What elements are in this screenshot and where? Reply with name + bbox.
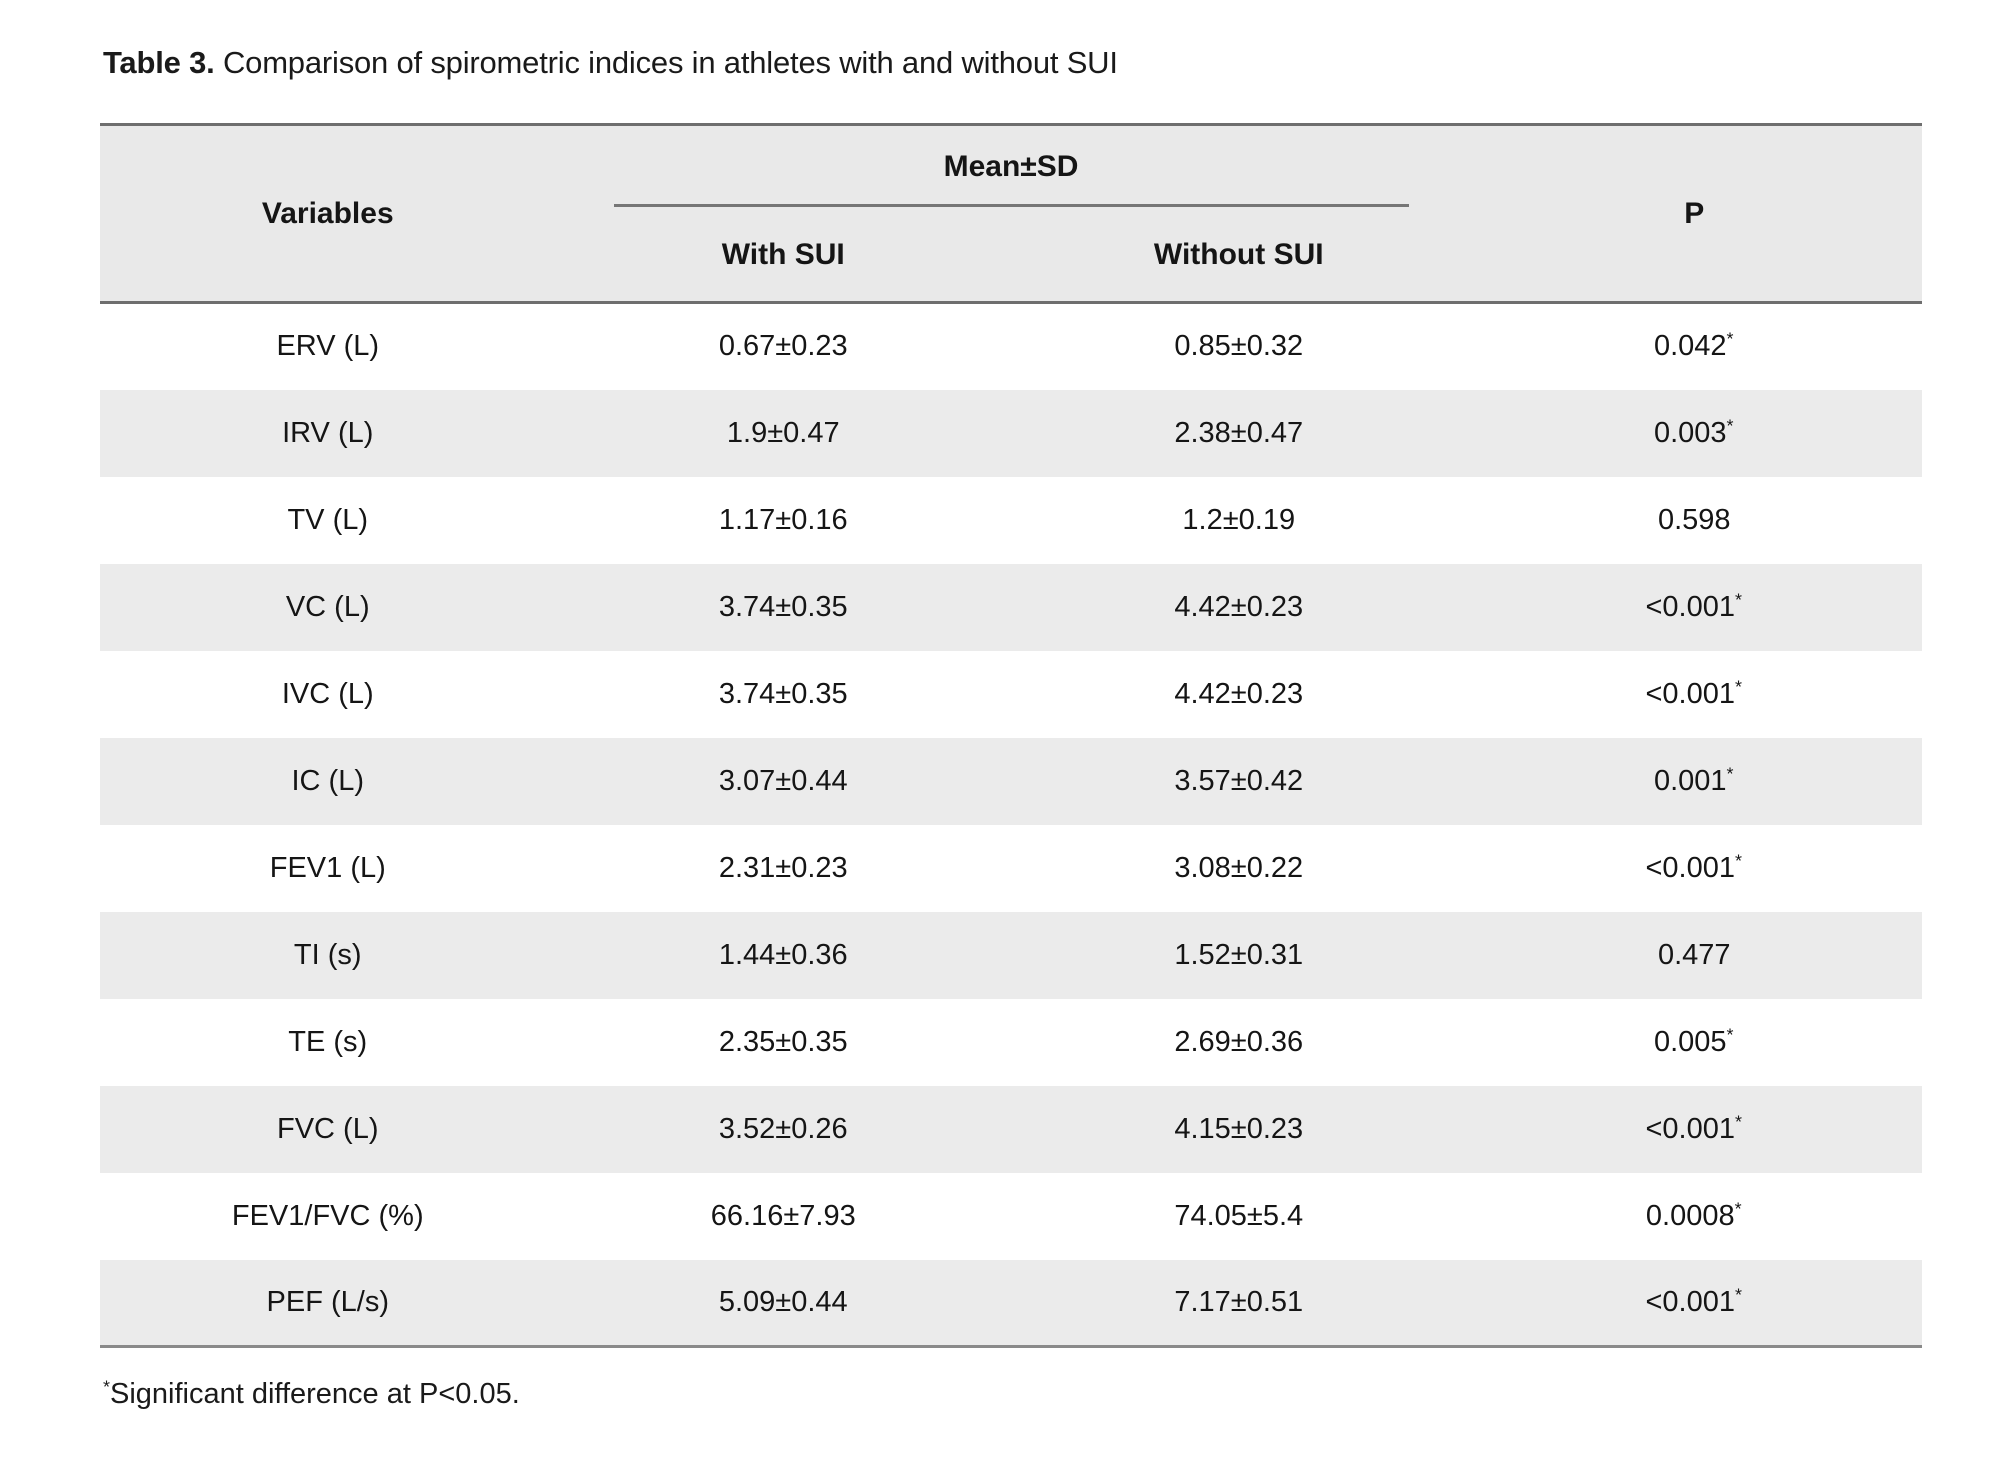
footnote-text: Significant difference at P<0.05. [110, 1378, 520, 1410]
significance-star: * [1735, 588, 1743, 609]
cell-with-sui: 3.74±0.35 [718, 677, 848, 710]
cell-variable: FEV1 (L) [269, 851, 386, 884]
table-footnote [103, 1378, 520, 1411]
cell-p-value [1467, 912, 1923, 999]
cell-without-sui: 4.15±0.23 [1174, 1112, 1304, 1145]
cell-variable: VC (L) [285, 590, 370, 623]
cell-variable: ERV (L) [276, 330, 380, 363]
cell-without-sui: 7.17±0.51 [1174, 1285, 1304, 1318]
cell-p-value [1467, 651, 1923, 738]
table-row [100, 912, 1922, 999]
table-row [100, 303, 1922, 390]
header-with-sui: With SUI [721, 237, 845, 271]
significance-star: * [1726, 328, 1735, 349]
significance-star: * [1726, 414, 1735, 435]
p-value-text: 0.477 [1657, 938, 1731, 971]
significance-star: * [1726, 1023, 1735, 1044]
table-row [100, 1173, 1922, 1260]
cell-with-sui: 1.44±0.36 [718, 938, 848, 971]
cell-with-sui: 2.35±0.35 [718, 1025, 848, 1058]
cell-p-value [1467, 1086, 1923, 1173]
p-value-text: 0.003 [1653, 416, 1727, 449]
cell-variable: FEV1/FVC (%) [231, 1199, 424, 1232]
p-value-text: 0.042 [1653, 330, 1727, 363]
table-body [100, 303, 1922, 1347]
header-variables: Variables [261, 196, 394, 230]
cell-with-sui: 3.52±0.26 [718, 1112, 848, 1145]
cell-variable: IVC (L) [281, 677, 374, 710]
cell-p-value [1467, 477, 1923, 564]
table-row [100, 999, 1922, 1086]
cell-variable: TI (s) [293, 938, 362, 971]
cell-with-sui: 3.74±0.35 [718, 590, 848, 623]
header-without-sui: Without SUI [1153, 237, 1324, 271]
cell-without-sui: 2.69±0.36 [1174, 1025, 1304, 1058]
cell-without-sui: 74.05±5.4 [1174, 1199, 1304, 1232]
cell-without-sui: 3.08±0.22 [1174, 851, 1304, 884]
significance-star: * [1735, 675, 1743, 696]
p-value-text: <0.001 [1645, 590, 1735, 623]
cell-p-value [1467, 1173, 1923, 1260]
significance-star: * [1726, 762, 1735, 783]
table-row [100, 651, 1922, 738]
header-mean-sd: Mean±SD [614, 126, 1409, 207]
cell-without-sui: 4.42±0.23 [1174, 677, 1304, 710]
table-caption-text: Comparison of spirometric indices in athletes with and without SUI [214, 45, 1118, 80]
cell-p-value [1467, 738, 1923, 825]
table-row [100, 825, 1922, 912]
cell-p-value [1467, 390, 1923, 477]
cell-with-sui: 3.07±0.44 [718, 764, 848, 797]
spirometric-indices-table [100, 123, 1922, 1348]
cell-variable: IRV (L) [282, 416, 374, 449]
cell-p-value [1467, 1260, 1923, 1347]
p-value-text: 0.001 [1653, 764, 1727, 797]
cell-without-sui: 0.85±0.32 [1174, 330, 1304, 363]
p-value-text: 0.598 [1657, 503, 1731, 536]
header-mean-sd-group [556, 125, 1467, 209]
table-row [100, 738, 1922, 825]
p-value-text: 0.0008 [1645, 1199, 1735, 1232]
p-value-text: <0.001 [1645, 851, 1735, 884]
header-p: P [1684, 196, 1705, 230]
table-row [100, 477, 1922, 564]
significance-star: * [1735, 849, 1743, 870]
cell-variable: TV (L) [287, 503, 369, 536]
cell-with-sui: 1.9±0.47 [726, 416, 840, 449]
cell-p-value [1467, 999, 1923, 1086]
significance-star: * [1735, 1110, 1743, 1131]
table-header [100, 125, 1922, 303]
header-group-row [100, 125, 1922, 209]
p-value-text: <0.001 [1645, 677, 1735, 710]
table-row [100, 390, 1922, 477]
table-row [100, 1086, 1922, 1173]
cell-with-sui: 1.17±0.16 [718, 503, 848, 536]
footnote-marker: * [103, 1376, 110, 1397]
cell-with-sui: 5.09±0.44 [718, 1285, 848, 1318]
cell-variable: PEF (L/s) [266, 1285, 389, 1318]
cell-without-sui: 1.52±0.31 [1174, 938, 1304, 971]
cell-with-sui: 2.31±0.23 [718, 851, 848, 884]
cell-variable: IC (L) [291, 764, 364, 797]
cell-p-value [1467, 564, 1923, 651]
cell-without-sui: 4.42±0.23 [1174, 590, 1304, 623]
significance-star: * [1734, 1197, 1743, 1218]
table-caption [103, 44, 1118, 83]
table-row [100, 564, 1922, 651]
p-value-text: <0.001 [1645, 1285, 1735, 1318]
cell-p-value [1467, 303, 1923, 390]
cell-without-sui: 1.2±0.19 [1182, 503, 1296, 536]
p-value-text: <0.001 [1645, 1112, 1735, 1145]
cell-variable: TE (s) [288, 1025, 368, 1058]
cell-without-sui: 3.57±0.42 [1174, 764, 1304, 797]
table-row [100, 1260, 1922, 1347]
significance-star: * [1735, 1284, 1743, 1305]
cell-p-value [1467, 825, 1923, 912]
cell-with-sui: 0.67±0.23 [718, 330, 848, 363]
cell-without-sui: 2.38±0.47 [1174, 416, 1304, 449]
cell-variable: FVC (L) [277, 1112, 379, 1145]
p-value-text: 0.005 [1653, 1025, 1727, 1058]
table-caption-label: Table 3. [103, 45, 215, 80]
cell-with-sui: 66.16±7.93 [710, 1199, 856, 1232]
